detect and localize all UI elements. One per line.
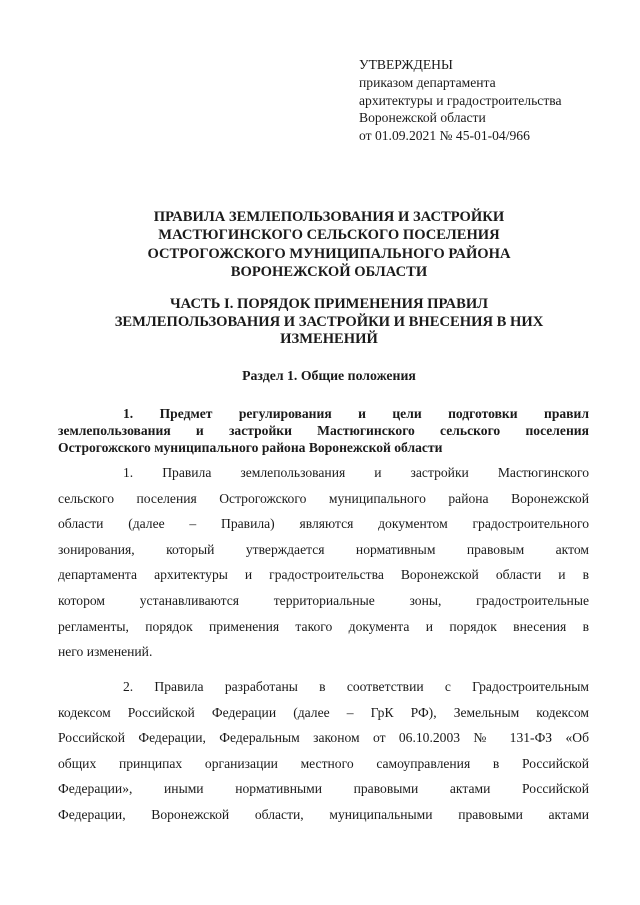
- paragraph-line: зонирования, который утверждается нормативным правовым актом: [58, 541, 589, 557]
- part-heading-line: ЧАСТЬ I. ПОРЯДОК ПРИМЕНЕНИЯ ПРАВИЛ: [169, 296, 489, 312]
- paragraph-line: кодексом Российской Федерации (далее – ГрК РФ), Земельным кодексом: [58, 704, 589, 720]
- title-line: ВОРОНЕЖСКОЙ ОБЛАСТИ: [230, 264, 428, 281]
- approval-date-number: от 01.09.2021 № 45-01-04/966: [359, 128, 530, 144]
- paragraph-line: него изменений.: [58, 644, 153, 660]
- paragraph-line: области (далее – Правила) являются документом градостроительного: [58, 516, 589, 532]
- approval-line: приказом департамента: [359, 74, 496, 90]
- paragraph-line: Российской Федерации, Федеральным законом от 06.10.2003 № 131-ФЗ «Об: [58, 730, 589, 746]
- approval-heading: УТВЕРЖДЕНЫ: [359, 57, 453, 72]
- article-heading-line: 1. Предмет регулирования и цели подготовки правил: [123, 406, 589, 421]
- approval-stamp: [359, 56, 629, 145]
- paragraph-line: котором устанавливаются территориальные зоны, градостроительные: [58, 592, 589, 608]
- paragraph-2: [58, 674, 589, 828]
- paragraph-line: регламенты, порядок применения такого документа и порядок внесения в: [58, 618, 589, 634]
- paragraph-line: 2. Правила разработаны в соответствии с Градостроительным: [123, 679, 589, 694]
- paragraph-line: департамента архитектуры и градостроительства Воронежской области и в: [58, 567, 589, 583]
- paragraph-line: Федерации», иными нормативными правовыми актами Российской: [58, 781, 589, 797]
- approval-line: Воронежской области: [359, 110, 486, 126]
- article-heading: [58, 405, 589, 456]
- part-heading-line: ЗЕМЛЕПОЛЬЗОВАНИЯ И ЗАСТРОЙКИ И ВНЕСЕНИЯ В НИХ: [114, 313, 544, 330]
- paragraph-line: 1. Правила землепользования и застройки Мастюгинского: [123, 465, 589, 480]
- article-heading-line: Острогожского муниципального района Воронежской области: [58, 440, 443, 455]
- part-heading-line: ИЗМЕНЕНИЙ: [280, 331, 378, 348]
- paragraph-1: [58, 460, 589, 665]
- part-heading: [40, 296, 618, 349]
- section-heading: Раздел 1. Общие положения: [242, 368, 416, 383]
- title-line: ОСТРОГОЖСКОГО МУНИЦИПАЛЬНОГО РАЙОНА: [147, 245, 511, 262]
- document-title: [40, 208, 618, 282]
- paragraph-line: Федерации, Воронежской области, муниципальными правовыми актами: [58, 806, 589, 822]
- paragraph-line: сельского поселения Острогожского муниципального района Воронежской: [58, 490, 589, 506]
- title-line: ПРАВИЛА ЗЕМЛЕПОЛЬЗОВАНИЯ И ЗАСТРОЙКИ: [153, 209, 505, 225]
- approval-line: архитектуры и градостроительства: [359, 92, 562, 108]
- article-heading-line: землепользования и застройки Мастюгинского сельского поселения: [58, 423, 589, 438]
- paragraph-line: общих принципах организации местного самоуправления в Российской: [58, 755, 589, 771]
- title-line: МАСТЮГИНСКОГО СЕЛЬСКОГО ПОСЕЛЕНИЯ: [158, 227, 500, 244]
